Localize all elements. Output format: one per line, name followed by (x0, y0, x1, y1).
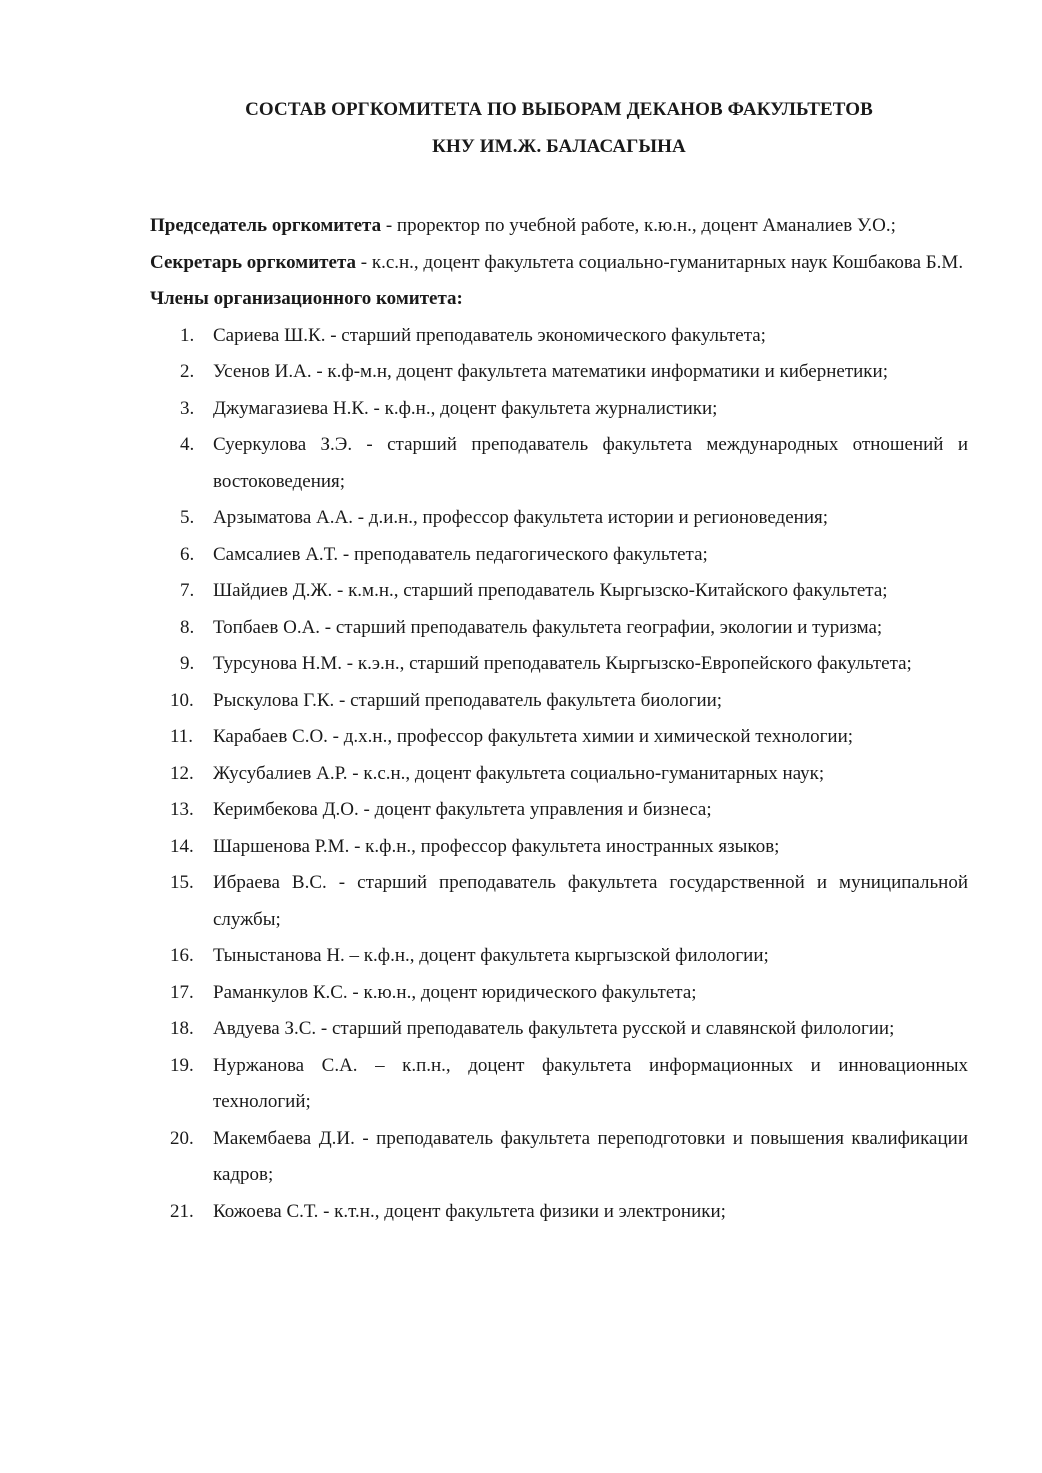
list-item-number: 7. (180, 580, 195, 601)
list-item-text: Джумагазиева Н.К. - к.ф.н., доцент факультета журналистики; (213, 397, 718, 419)
list-item (150, 683, 968, 720)
members-list (150, 318, 968, 1231)
list-item (150, 318, 968, 355)
list-item-text: Рыскулова Г.К. - старший преподаватель факультета биологии; (213, 689, 723, 711)
list-item-number: 6. (180, 543, 195, 565)
list-item-number: 21. (170, 1200, 194, 1222)
list-item-number: 8. (180, 616, 195, 638)
list-item (150, 1121, 968, 1194)
list-item-number: 2. (180, 361, 195, 382)
list-item (150, 1194, 968, 1231)
list-item-number: 4. (180, 434, 195, 455)
list-item-number: 9. (180, 653, 195, 674)
list-item (150, 354, 968, 391)
list-item-text: Самсалиев А.Т. - преподаватель педагогического факультета; (213, 543, 708, 565)
list-item-number: 20. (170, 1127, 194, 1149)
document-body (150, 208, 968, 1230)
list-item-text: Жусубалиев А.Р. - к.с.н., доцент факультета социально-гуманитарных наук; (213, 762, 825, 784)
list-item-number: 13. (170, 799, 194, 820)
secretary-label: Секретарь оргкомитета (150, 251, 357, 273)
list-item (150, 865, 968, 938)
list-item-text: Керимбекова Д.О. - доцент факультета управления и бизнеса; (213, 799, 712, 820)
list-item (150, 829, 968, 866)
secretary-text: - к.с.н., доцент факультета социально-гуманитарных наук Кошбакова Б.М. (356, 251, 964, 273)
document-title-line1: СОСТАВ ОРГКОМИТЕТА ПО ВЫБОРАМ ДЕКАНОВ ФАКУЛЬТЕТОВ (245, 99, 873, 120)
list-item (150, 975, 968, 1012)
list-item-text: Суеркулова З.Э. - старший преподаватель факультета международных отношений и востоковедения; (213, 434, 968, 492)
list-item-text: Карабаев С.О. - д.х.н., профессор факультета химии и химической технологии; (213, 726, 854, 747)
list-item (150, 792, 968, 829)
list-item-text: Кожоева С.Т. - к.т.н., доцент факультета физики и электроники; (213, 1200, 726, 1222)
list-item (150, 719, 968, 756)
chairman-paragraph (150, 208, 968, 245)
list-item (150, 500, 968, 537)
list-item (150, 427, 968, 500)
list-item-number: 18. (170, 1018, 194, 1039)
members-heading: Члены организационного комитета: (150, 288, 463, 309)
list-item-number: 19. (170, 1054, 194, 1076)
list-item-number: 14. (170, 835, 194, 857)
list-item (150, 1011, 968, 1048)
list-item-text: Усенов И.А. - к.ф-м.н, доцент факультета математики информатики и кибернетики; (213, 361, 888, 382)
list-item-text: Шаршенова Р.М. - к.ф.н., профессор факультета иностранных языков; (213, 835, 780, 857)
list-item (150, 1048, 968, 1121)
list-item (150, 646, 968, 683)
list-item (150, 573, 968, 610)
list-item-number: 16. (170, 945, 194, 966)
document-title-line2: КНУ ИМ.Ж. БАЛАСАГЫНА (432, 136, 686, 157)
list-item-text: Авдуева З.С. - старший преподаватель факультета русской и славянской филологии; (213, 1018, 895, 1039)
list-item-text: Макембаева Д.И. - преподаватель факультета переподготовки и повышения квалификации кадров; (213, 1127, 968, 1185)
list-item (150, 537, 968, 574)
list-item-text: Турсунова Н.М. - к.э.н., старший преподаватель Кыргызско-Европейского факультета; (213, 653, 912, 674)
list-item (150, 610, 968, 647)
list-item (150, 391, 968, 428)
list-item-text: Сариева Ш.К. - старший преподаватель экономического факультета; (213, 324, 766, 346)
list-item-number: 11. (170, 726, 194, 747)
chairman-text: - проректор по учебной работе, к.ю.н., доцент Аманалиев У.О.; (381, 215, 896, 236)
list-item-number: 1. (180, 324, 195, 346)
list-item-number: 10. (170, 689, 194, 711)
list-item-number: 3. (180, 397, 195, 419)
list-item-text: Арзыматова А.А. - д.и.н., профессор факультета истории и регионоведения; (213, 507, 829, 528)
list-item (150, 938, 968, 975)
list-item-text: Топбаев О.А. - старший преподаватель факультета географии, экологии и туризма; (213, 616, 883, 638)
secretary-paragraph (150, 245, 968, 282)
list-item-number: 12. (170, 762, 194, 784)
list-item-text: Нуржанова С.А. – к.п.н., доцент факультета информационных и инновационных технологий; (213, 1054, 968, 1112)
list-item-number: 5. (180, 507, 195, 528)
list-item-text: Шайдиев Д.Ж. - к.м.н., старший преподаватель Кыргызско-Китайского факультета; (213, 580, 888, 601)
list-item-number: 15. (170, 872, 194, 893)
list-item-text: Ибраева В.С. - старший преподаватель факультета государственной и муниципальной службы; (213, 872, 968, 930)
list-item-text: Тыныстанова Н. – к.ф.н., доцент факультета кыргызской филологии; (213, 945, 769, 966)
list-item (150, 756, 968, 793)
list-item-text: Раманкулов К.С. - к.ю.н., доцент юридического факультета; (213, 981, 697, 1003)
chairman-label: Председатель оргкомитета (150, 215, 382, 236)
list-item-number: 17. (170, 981, 194, 1003)
